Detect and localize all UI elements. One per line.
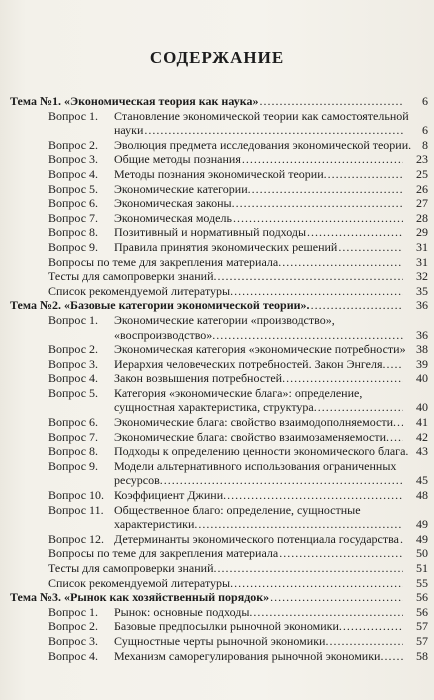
toc-entry-text: Становление экономической теории как самостоятельной [114,108,409,123]
toc-entry-label: Вопрос 8. [48,444,99,459]
toc-page-number: 31 [416,254,428,269]
toc-question-entry [0,138,434,153]
toc-entry-text: «воспроизводство». [114,327,216,342]
toc-question-entry [0,182,434,197]
dot-leader [279,546,403,561]
toc-question-entry [0,444,434,459]
dot-leader [318,400,403,415]
toc-entry-text: Рынок: основные подходы. [114,604,253,619]
toc-extra-entry [0,284,434,299]
toc-question-entry [0,152,434,167]
toc-entry-text: Правила принятия экономических решений [114,239,338,254]
toc-question-entry [0,342,434,357]
toc-page-number: 36 [416,327,428,342]
toc-entry-text: Список рекомендуемой литературы. [48,575,234,590]
toc-entry-text: Тема №1. «Экономическая теория как наука» [10,94,259,108]
toc-entry-label: Вопрос 3. [48,633,99,648]
toc-page-number: 43 [416,444,428,459]
dot-leader [234,284,403,299]
dot-leader [236,196,403,211]
toc-entry-text: характеристики. [114,517,198,532]
toc-page-number: 28 [416,210,428,225]
toc-page-number: 49 [416,531,428,546]
toc-extra-entry [0,576,434,591]
toc-question-entry [0,167,434,182]
toc-question-entry [0,605,434,620]
toc-entry-text: Методы познания экономической теории. [114,166,327,181]
toc-page-number: 57 [416,619,428,634]
toc-question-entry [0,196,434,211]
toc-page-number: 35 [416,283,428,298]
dot-leader [282,255,403,270]
toc-page-number: 39 [416,356,428,371]
toc-page-number: 8 [422,137,428,152]
toc-entry-label: Вопрос 2. [48,137,99,152]
toc-entry-label: Вопрос 5. [48,181,99,196]
toc-entry-label: Вопрос 6. [48,196,99,211]
dot-leader [286,371,403,386]
dot-leader [343,619,403,634]
toc-entry-text: Тесты для самопроверки знаний. [48,269,217,284]
dot-leader [242,152,403,167]
toc-entry-label: Вопрос 4. [48,166,99,181]
toc-page-number: 56 [416,604,428,619]
toc-entry-text: Тесты для самопроверки знаний. [48,561,217,575]
dot-leader [400,532,403,547]
toc-entry-text: Механизм саморегулирования рыночной экономики. [114,648,384,663]
toc-entry-label: Вопрос 3. [48,152,99,167]
toc-entry-text: ресурсов. [114,473,163,488]
toc-question-entry [0,503,434,532]
toc-page-number: 6 [422,123,428,138]
toc-entry-label: Вопрос 1. [48,312,99,327]
toc-entry-text: Модели альтернативного использования ограниченных [114,458,397,473]
toc-question-entry [0,371,434,386]
toc-page-number: 50 [416,546,428,561]
toc-question-entry [0,240,434,255]
toc-entry-label: Вопрос 12. [48,531,105,546]
toc-entry-text: Общие методы познания [114,152,241,167]
toc-extra-entry [0,561,434,576]
dot-leader [311,298,403,313]
toc-page-number: 56 [416,590,428,605]
toc-entry-label: Вопрос 5. [48,385,99,400]
toc-page-number: 55 [416,575,428,590]
toc-page-number: 48 [416,488,428,503]
toc-extra-entry [0,269,434,284]
dot-leader [329,634,403,649]
toc-entry-text: Вопросы по теме для закрепления материала. [48,254,282,269]
toc-question-entry [0,649,434,664]
toc-page-number: 51 [416,561,428,575]
dot-leader [233,211,403,226]
toc-entry-label: Вопрос 9. [48,458,99,473]
toc-page-number: 42 [416,429,428,444]
toc-page-number: 57 [416,633,428,648]
toc-entry-text: Закон возвышения потребностей. [114,371,286,386]
toc-entry-text: Эволюция предмета исследования экономической теории. [114,137,412,152]
dot-leader [253,605,403,620]
toc-entry-text: Тема №3. «Рынок как хозяйственный порядок» [10,590,270,605]
dot-leader [144,123,403,138]
toc-entry-text: Экономические категории. [114,181,251,196]
toc-page-number: 25 [416,166,428,181]
toc-extra-entry [0,546,434,561]
toc-entry-text: Экономическая категория «экономические потребности» [114,342,406,357]
toc-page-number: 27 [416,196,428,211]
toc-question-entry [0,225,434,240]
toc-entry-label: Вопрос 11. [48,502,104,517]
dot-leader [270,590,403,605]
toc-question-entry [0,532,434,547]
toc-entry-text: Общественное благо: определение, сущностные [114,502,361,517]
toc-page-number: 26 [416,181,428,196]
dot-leader [216,328,403,343]
dot-leader [259,94,403,109]
toc-page-number: 58 [416,648,428,663]
toc-theme-entry [0,298,434,313]
toc-entry-label: Вопрос 9. [48,239,99,254]
toc-entry-text: Тема №2. «Базовые категории экономической теории». [10,298,310,313]
dot-leader [234,576,403,591]
dot-leader [164,473,403,488]
toc-entry-text: Подходы к определению ценности экономического блага. [114,444,409,459]
toc-question-entry [0,619,434,634]
dot-leader [397,415,403,430]
toc-entry-text: Экономическая законы. [114,196,235,211]
toc-entry-text: Экономические блага: свойство взаимодополняемости. [114,415,397,430]
toc-question-entry [0,313,434,342]
toc-question-entry [0,459,434,488]
toc-page-number: 38 [416,342,428,357]
toc-entry-label: Вопрос 1. [48,604,99,619]
dot-leader [338,240,403,255]
toc-page-number: 29 [416,225,428,240]
toc-question-entry [0,415,434,430]
toc-question-entry [0,109,434,138]
toc-entry-text: Сущностные черты рыночной экономики. [114,633,329,648]
toc-entry-text: Категория «экономические блага»: определение, [114,385,363,400]
dot-leader [387,357,403,372]
dot-leader [328,167,403,182]
toc-entry-label: Вопрос 4. [48,371,99,386]
toc-page-number: 45 [416,473,428,488]
toc-entry-text: Базовые предпосылки рыночной экономики. [114,619,342,634]
toc-entry-text: Детерминанты экономического потенциала государства [114,531,399,546]
dot-leader [218,561,404,576]
toc-entry-label: Вопрос 8. [48,225,99,240]
toc-entry-text: науки [114,123,144,138]
dot-leader [390,430,403,445]
dot-leader [252,182,403,197]
toc-entry-label: Вопрос 7. [48,429,99,444]
table-of-contents [0,94,434,663]
dot-leader [384,649,403,664]
toc-question-entry [0,488,434,503]
toc-page-number: 6 [422,94,428,108]
toc-entry-text: Позитивный и нормативный подходы [114,225,307,240]
toc-entry-label: Вопрос 4. [48,648,99,663]
page-title: СОДЕРЖАНИЕ [149,48,285,67]
toc-page-number: 36 [416,298,428,313]
toc-question-entry [0,430,434,445]
toc-entry-label: Вопрос 6. [48,415,99,430]
toc-question-entry [0,211,434,226]
toc-page-number: 49 [416,517,428,532]
toc-entry-text: Экономические блага: свойство взаимозаменяемости. [114,429,389,444]
toc-page-number: 23 [416,152,428,167]
toc-entry-text: сущностная характеристика, структура. [114,400,317,415]
toc-entry-text: Коэффициент Джини. [114,488,227,503]
toc-entry-text: Экономические категории «производство», [114,312,335,327]
toc-entry-text: Экономическая модель [114,210,232,225]
toc-theme-entry [0,590,434,605]
toc-page-number: 40 [416,400,428,415]
toc-entry-label: Вопрос 1. [48,108,99,123]
toc-entry-text: Список рекомендуемой литературы. [48,283,234,298]
toc-extra-entry [0,255,434,270]
toc-entry-text: Вопросы по теме для закрепления материала [48,546,279,561]
toc-theme-entry [0,94,434,109]
toc-entry-text: Иерархия человеческих потребностей. Закон Энгеля. [114,356,386,371]
toc-page-number: 32 [416,269,428,284]
dot-leader [198,517,403,532]
toc-question-entry [0,386,434,415]
toc-question-entry [0,357,434,372]
toc-entry-label: Вопрос 10. [48,488,105,503]
toc-page-number: 41 [416,415,428,430]
toc-question-entry [0,634,434,649]
toc-entry-label: Вопрос 2. [48,619,99,634]
toc-entry-label: Вопрос 3. [48,356,99,371]
toc-entry-label: Вопрос 2. [48,342,99,357]
toc-entry-label: Вопрос 7. [48,210,99,225]
dot-leader [307,225,403,240]
dot-leader [218,269,404,284]
dot-leader [227,488,403,503]
toc-page-number: 31 [416,239,428,254]
toc-page-number: 40 [416,371,428,386]
